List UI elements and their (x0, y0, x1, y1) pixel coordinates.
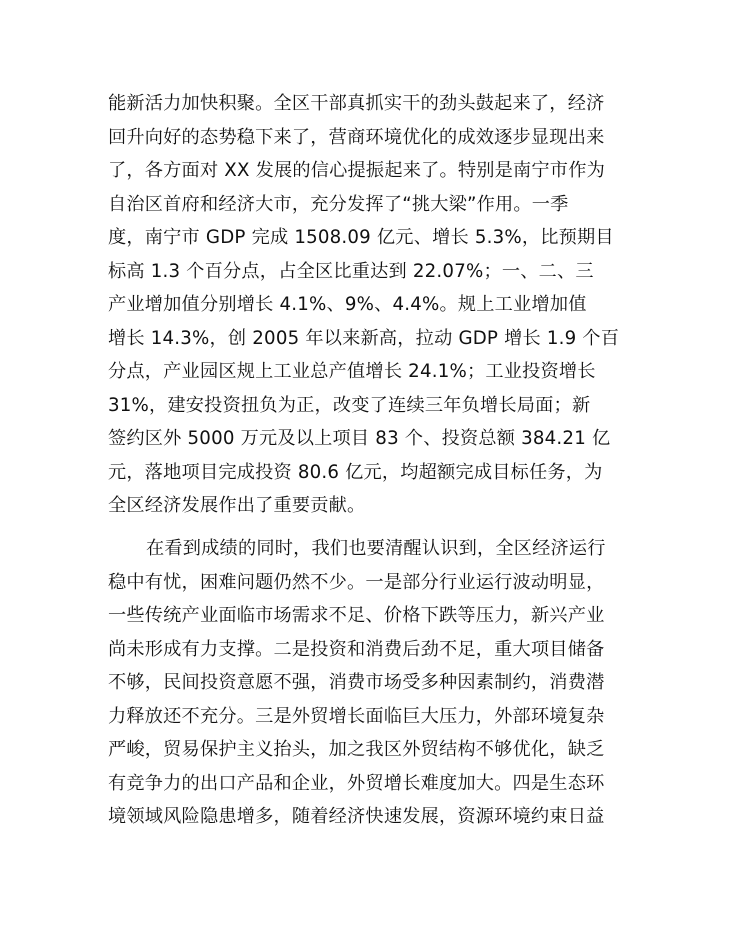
paragraph-line: 了，各方面对 XX 发展的信心提振起来了。特别是南宁市作为 (108, 160, 605, 181)
paragraph-line: 31%，建安投资扭负为正，改变了连续三年负增长局面；新 (108, 394, 591, 416)
paragraph-line: 产业增加值分别增长 4.1%、9%、4.4%。规上工业增加值 (108, 294, 587, 315)
paragraph-1 (108, 87, 628, 523)
paragraph-line: 一些传统产业面临市场需求不足、价格下跌等压力，新兴产业 (108, 605, 605, 626)
paragraph-line: 尚未形成有力支撑。二是投资和消费后劲不足，重大项目储备 (108, 638, 605, 660)
paragraph-line: 标高 1.3 个百分点，占全区比重达到 22.07%；一、二、三 (108, 260, 594, 282)
paragraph-line: 自治区首府和经济大市，充分发挥了“挑大梁”作用。一季 (108, 193, 569, 215)
paragraph-line: 境领域风险隐患增多，随着经济快速发展，资源环境约束日益 (108, 806, 605, 827)
paragraph-line: 度，南宁市 GDP 完成 1508.09 亿元、增长 5.3%，比预期目 (108, 227, 614, 248)
paragraph-line: 增长 14.3%，创 2005 年以来新高，拉动 GDP 增长 1.9 个百 (108, 327, 620, 349)
paragraph-line: 分点，产业园区规上工业总产值增长 24.1%；工业投资增长 (108, 361, 596, 382)
paragraph-line: 严峻，贸易保护主义抬头，加之我区外贸结构不够优化，缺乏 (108, 739, 605, 760)
paragraph-line: 回升向好的态势稳下来了，营商环境优化的成效逐步显现出来 (108, 126, 605, 148)
paragraph-line: 有竞争力的出口产品和企业，外贸增长难度加大。四是生态环 (108, 772, 605, 794)
paragraph-line: 力释放还不充分。三是外贸增长面临巨大压力，外部环境复杂 (108, 705, 605, 727)
paragraph-line: 不够，民间投资意愿不强，消费市场受多种因素制约，消费潜 (108, 672, 605, 693)
paragraph-line: 能新活力加快积聚。全区干部真抓实干的劲头鼓起来了，经济 (108, 93, 605, 114)
paragraph-line: 稳中有忧，困难问题仍然不少。一是部分行业运行波动明显， (108, 571, 605, 593)
paragraph-line: 签约区外 5000 万元及以上项目 83 个、投资总额 384.21 亿 (108, 428, 611, 449)
paragraph-line: 全区经济发展作出了重要贡献。 (108, 495, 366, 516)
paragraph-2 (108, 532, 628, 834)
paragraph-line: 元，落地项目完成投资 80.6 亿元，均超额完成目标任务，为 (108, 461, 603, 483)
paragraph-line: 在看到成绩的同时，我们也要清醒认识到，全区经济运行 (146, 538, 606, 559)
